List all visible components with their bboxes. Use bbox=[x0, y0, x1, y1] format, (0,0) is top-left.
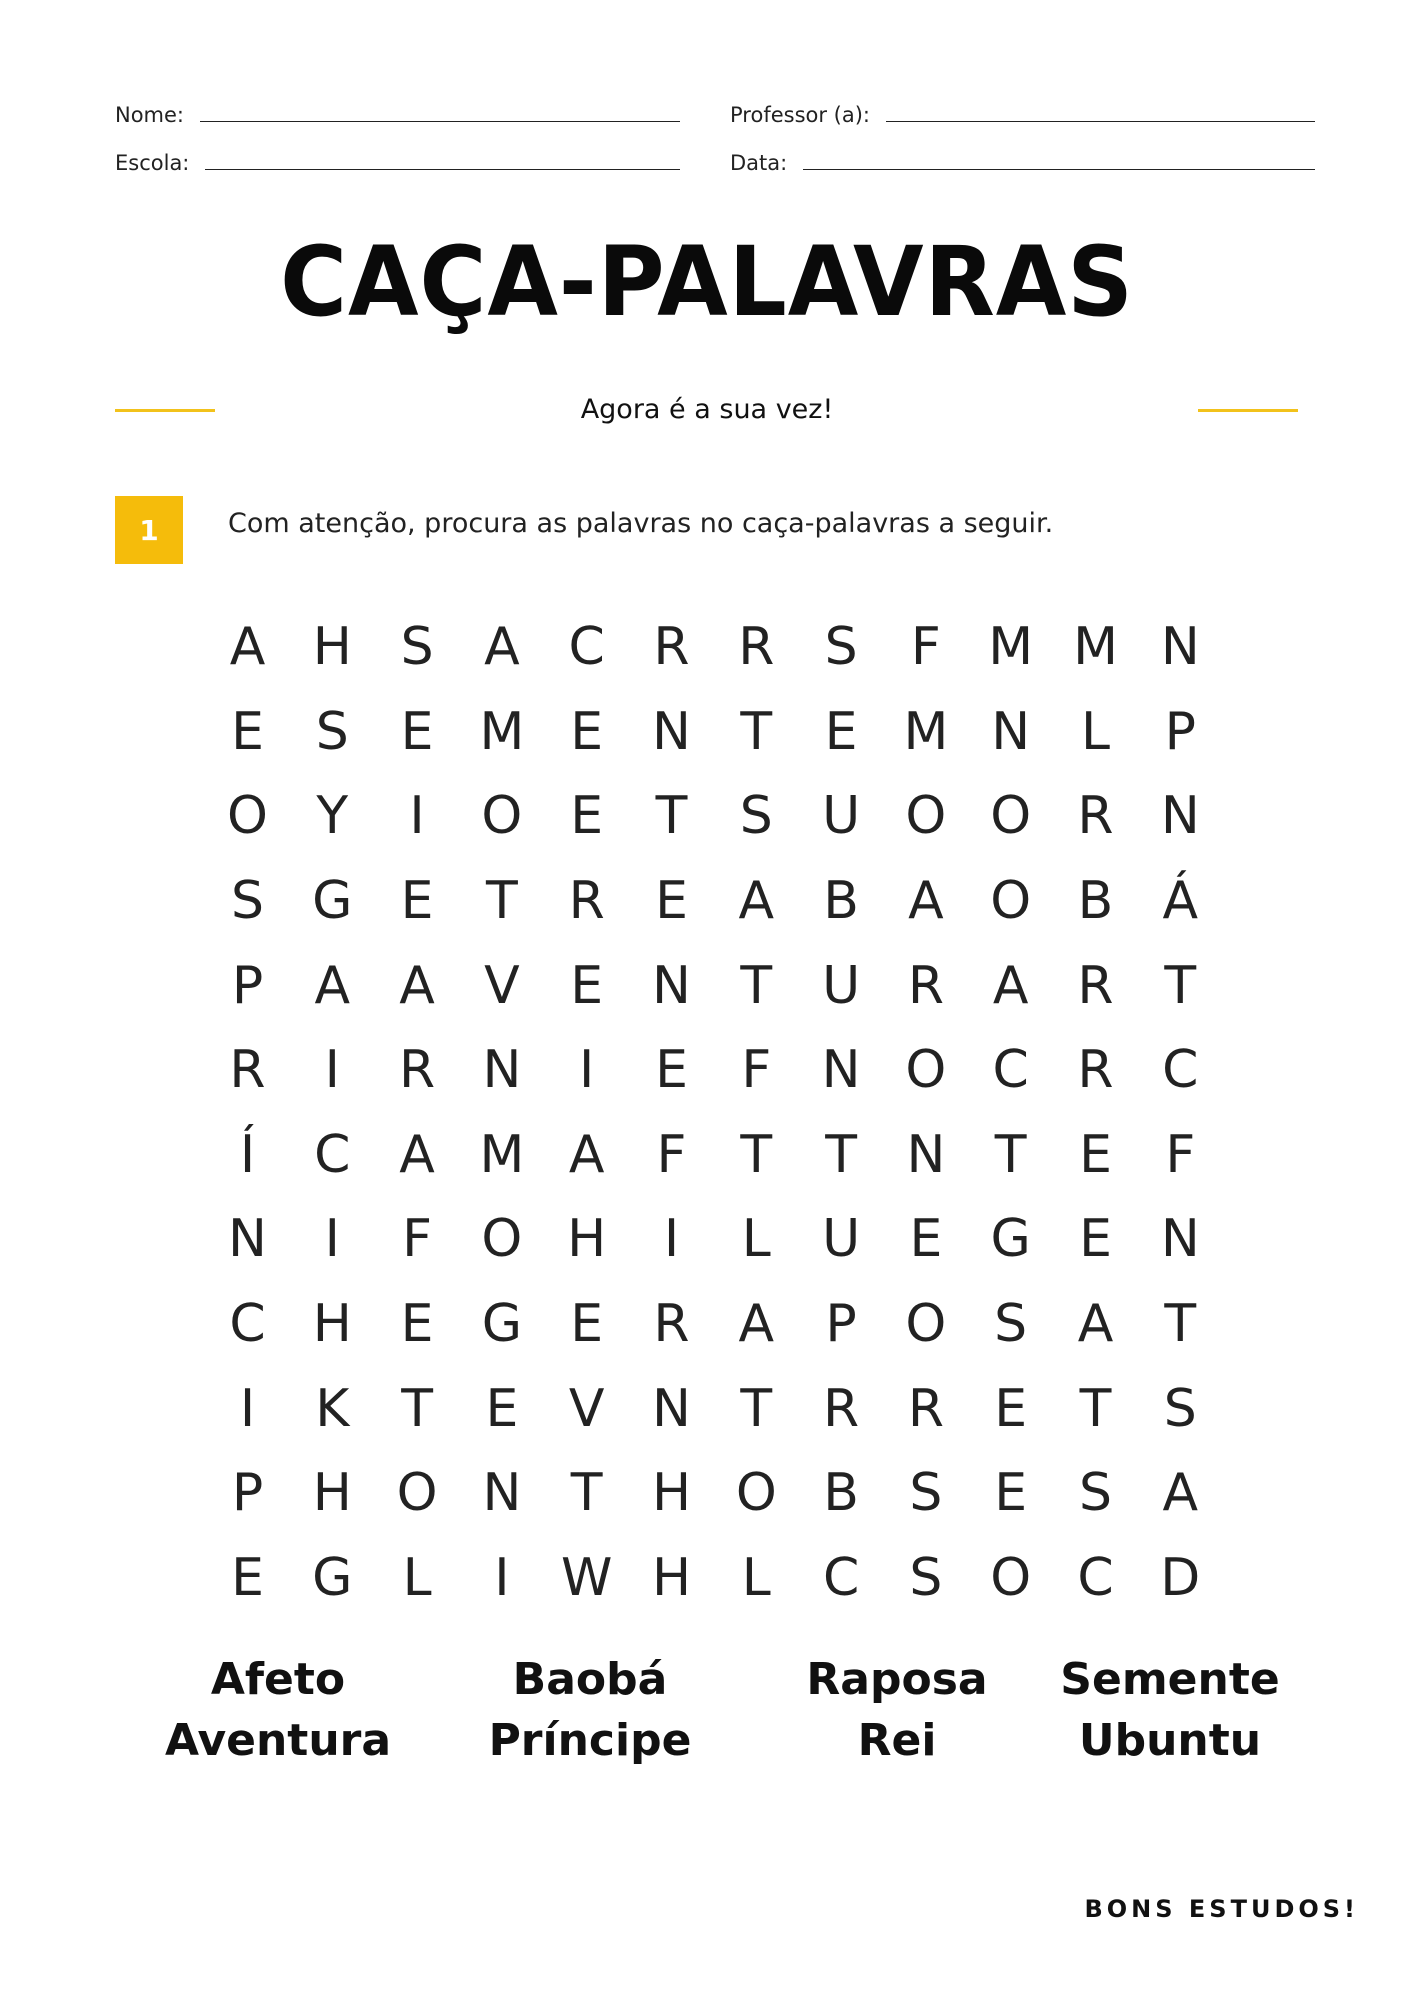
grid-letter[interactable]: M bbox=[988, 617, 1034, 678]
grid-letter[interactable]: D bbox=[1160, 1547, 1201, 1608]
grid-letter[interactable]: C bbox=[1077, 1547, 1114, 1608]
grid-letter[interactable]: P bbox=[231, 1463, 264, 1524]
grid-letter[interactable]: T bbox=[994, 1124, 1027, 1185]
grid-letter[interactable]: U bbox=[822, 786, 861, 847]
grid-letter[interactable]: S bbox=[400, 617, 434, 678]
grid-letter[interactable]: A bbox=[738, 1294, 775, 1355]
grid-letter[interactable]: Í bbox=[239, 1124, 256, 1185]
grid-letter[interactable]: H bbox=[312, 1463, 352, 1524]
grid-letter[interactable]: O bbox=[481, 1209, 523, 1270]
grid-letter[interactable]: A bbox=[229, 617, 266, 678]
teacher-label: Professor (a): bbox=[730, 103, 870, 127]
grid-letter[interactable]: A bbox=[1162, 1463, 1199, 1524]
page-subtitle: Agora é a sua vez! bbox=[580, 394, 834, 425]
grid-letter[interactable]: E bbox=[1079, 1209, 1112, 1270]
grid-letter[interactable]: E bbox=[570, 1294, 604, 1355]
grid-letter[interactable]: O bbox=[905, 1294, 947, 1355]
grid-letter[interactable]: O bbox=[990, 1547, 1032, 1608]
grid-letter[interactable]: F bbox=[402, 1209, 433, 1270]
grid-letter[interactable]: R bbox=[653, 617, 690, 678]
grid-letter[interactable]: A bbox=[399, 1124, 435, 1185]
grid-letter[interactable]: A bbox=[484, 617, 520, 678]
grid-letter[interactable]: R bbox=[568, 871, 605, 932]
teacher-field[interactable] bbox=[730, 88, 1315, 128]
grid-letter[interactable]: R bbox=[399, 1040, 436, 1101]
grid-letter[interactable]: O bbox=[990, 871, 1032, 932]
grid-letter[interactable]: N bbox=[1160, 617, 1200, 678]
grid-letter[interactable]: C bbox=[822, 1547, 860, 1608]
word-list-item: Aventura bbox=[164, 1715, 392, 1766]
grid-letter[interactable]: F bbox=[1165, 1124, 1196, 1185]
grid-letter[interactable]: H bbox=[651, 1547, 692, 1608]
grid-letter[interactable]: L bbox=[741, 1547, 771, 1608]
grid-letter[interactable]: T bbox=[740, 955, 773, 1016]
grid-letter[interactable]: R bbox=[1077, 786, 1114, 847]
grid-letter[interactable]: S bbox=[909, 1547, 943, 1608]
grid-letter[interactable]: H bbox=[312, 617, 352, 678]
grid-letter[interactable]: T bbox=[1079, 1378, 1112, 1439]
grid-letter[interactable]: A bbox=[399, 955, 435, 1016]
grid-letter[interactable]: V bbox=[484, 955, 520, 1016]
grid-letter[interactable]: R bbox=[653, 1294, 690, 1355]
grid-letter[interactable]: E bbox=[655, 1040, 688, 1101]
grid-letter[interactable]: O bbox=[905, 1040, 947, 1101]
grid-letter[interactable]: S bbox=[1163, 1378, 1197, 1439]
grid-letter[interactable]: T bbox=[740, 1378, 773, 1439]
grid-letter[interactable]: P bbox=[231, 955, 264, 1016]
grid-letter[interactable]: S bbox=[739, 786, 773, 847]
grid-letter[interactable]: A bbox=[568, 1124, 605, 1185]
school-field[interactable] bbox=[115, 136, 680, 176]
grid-letter[interactable]: I bbox=[663, 1209, 680, 1270]
grid-letter[interactable]: H bbox=[651, 1463, 692, 1524]
grid-letter[interactable]: N bbox=[991, 701, 1031, 762]
grid-letter[interactable]: F bbox=[910, 617, 941, 678]
grid-letter[interactable]: T bbox=[740, 1124, 773, 1185]
grid-letter[interactable]: N bbox=[482, 1463, 522, 1524]
accent-line-right bbox=[1198, 409, 1298, 412]
grid-letter[interactable]: E bbox=[1079, 1124, 1112, 1185]
grid-letter[interactable]: C bbox=[314, 1124, 351, 1185]
grid-letter[interactable]: T bbox=[401, 1378, 433, 1439]
date-label: Data: bbox=[730, 151, 788, 175]
grid-letter[interactable]: R bbox=[1077, 955, 1114, 1016]
grid-letter[interactable]: L bbox=[402, 1547, 432, 1608]
grid-letter[interactable]: A bbox=[738, 871, 775, 932]
grid-letter[interactable]: M bbox=[1073, 617, 1118, 678]
grid-letter[interactable]: T bbox=[1164, 1294, 1197, 1355]
grid-letter[interactable]: H bbox=[312, 1294, 352, 1355]
date-line[interactable] bbox=[803, 168, 1315, 170]
page-title: CAÇA-PALAVRAS bbox=[280, 226, 1134, 338]
grid-letter[interactable]: V bbox=[568, 1378, 605, 1439]
grid-letter[interactable]: S bbox=[315, 701, 349, 762]
grid-letter[interactable]: E bbox=[994, 1463, 1028, 1524]
grid-letter[interactable]: C bbox=[568, 617, 605, 678]
grid-letter[interactable]: S bbox=[230, 871, 264, 932]
grid-letter[interactable]: U bbox=[822, 1209, 861, 1270]
grid-letter[interactable]: R bbox=[907, 955, 944, 1016]
grid-letter[interactable]: Á bbox=[1162, 871, 1199, 932]
grid-letter[interactable]: T bbox=[486, 871, 518, 932]
teacher-line[interactable] bbox=[886, 120, 1315, 122]
grid-letter[interactable]: A bbox=[1077, 1294, 1114, 1355]
grid-letter[interactable]: N bbox=[821, 1040, 861, 1101]
grid-letter[interactable]: B bbox=[823, 1463, 859, 1524]
word-list-item: Baobá bbox=[512, 1654, 668, 1705]
grid-letter[interactable]: K bbox=[315, 1378, 350, 1439]
exercise-number-badge: 1 bbox=[115, 496, 183, 564]
grid-letter[interactable]: E bbox=[994, 1378, 1028, 1439]
grid-letter[interactable]: P bbox=[1164, 701, 1196, 762]
grid-letter[interactable]: G bbox=[481, 1294, 523, 1355]
word-search-grid[interactable] bbox=[205, 605, 1225, 1621]
grid-letter[interactable]: E bbox=[400, 1294, 434, 1355]
grid-letter[interactable]: E bbox=[824, 701, 858, 762]
grid-letter[interactable]: G bbox=[990, 1209, 1031, 1270]
grid-letter[interactable]: F bbox=[741, 1040, 772, 1101]
word-list-item: Afeto bbox=[210, 1654, 346, 1705]
grid-letter[interactable]: M bbox=[903, 701, 949, 762]
grid-letter[interactable]: E bbox=[231, 701, 264, 762]
grid-letter[interactable]: S bbox=[909, 1463, 943, 1524]
school-line[interactable] bbox=[205, 168, 680, 170]
grid-letter[interactable]: I bbox=[494, 1547, 510, 1608]
grid-letter[interactable]: E bbox=[400, 701, 434, 762]
grid-letter[interactable]: N bbox=[652, 701, 691, 762]
school-label: Escola: bbox=[115, 151, 190, 175]
grid-letter[interactable]: N bbox=[1160, 786, 1200, 847]
grid-letter[interactable]: R bbox=[738, 617, 775, 678]
grid-letter[interactable]: N bbox=[906, 1124, 946, 1185]
grid-letter[interactable]: E bbox=[400, 871, 434, 932]
word-list-item: Príncipe bbox=[488, 1715, 692, 1766]
grid-letter[interactable]: R bbox=[1077, 1040, 1114, 1101]
grid-letter[interactable]: E bbox=[570, 701, 604, 762]
grid-letter[interactable]: B bbox=[1077, 871, 1114, 932]
grid-letter[interactable]: I bbox=[324, 1040, 340, 1101]
grid-letter[interactable]: R bbox=[907, 1378, 944, 1439]
grid-letter[interactable]: M bbox=[479, 1124, 525, 1185]
grid-letter[interactable]: Y bbox=[316, 786, 349, 847]
grid-letter[interactable]: A bbox=[992, 955, 1029, 1016]
date-field[interactable] bbox=[730, 136, 1315, 176]
grid-letter[interactable]: O bbox=[905, 786, 947, 847]
grid-letter[interactable]: O bbox=[481, 786, 523, 847]
word-list-item: Semente bbox=[1060, 1654, 1280, 1705]
grid-letter[interactable]: O bbox=[227, 786, 268, 847]
grid-letter[interactable]: O bbox=[735, 1463, 777, 1524]
grid-letter[interactable]: H bbox=[567, 1209, 607, 1270]
grid-letter[interactable]: L bbox=[741, 1209, 771, 1270]
grid-letter[interactable]: G bbox=[312, 1547, 353, 1608]
grid-letter[interactable]: C bbox=[229, 1294, 266, 1355]
grid-letter[interactable]: T bbox=[570, 1463, 603, 1524]
grid-letter[interactable]: R bbox=[229, 1040, 266, 1101]
grid-letter[interactable]: A bbox=[314, 955, 351, 1016]
grid-letter[interactable]: E bbox=[570, 786, 604, 847]
grid-letter[interactable]: I bbox=[324, 1209, 340, 1270]
name-field[interactable] bbox=[115, 88, 680, 128]
name-line[interactable] bbox=[200, 120, 680, 122]
grid-letter[interactable]: S bbox=[994, 1294, 1028, 1355]
name-label: Nome: bbox=[115, 103, 185, 127]
grid-letter[interactable]: R bbox=[823, 1378, 860, 1439]
grid-letter[interactable]: O bbox=[990, 786, 1032, 847]
grid-letter[interactable]: E bbox=[570, 955, 604, 1016]
grid-letter[interactable]: I bbox=[579, 1040, 595, 1101]
grid-letter[interactable]: T bbox=[740, 701, 773, 762]
grid-letter[interactable]: S bbox=[1078, 1463, 1112, 1524]
grid-letter[interactable]: U bbox=[822, 955, 861, 1016]
grid-letter[interactable]: N bbox=[1160, 1209, 1200, 1270]
grid-letter[interactable]: B bbox=[823, 871, 859, 932]
grid-letter[interactable]: N bbox=[652, 955, 691, 1016]
grid-letter[interactable]: E bbox=[485, 1378, 519, 1439]
word-list-item: Rei bbox=[857, 1715, 937, 1766]
grid-letter[interactable]: E bbox=[655, 871, 688, 932]
grid-letter[interactable]: C bbox=[992, 1040, 1029, 1101]
grid-letter[interactable]: F bbox=[656, 1124, 687, 1185]
exercise-instruction: Com atenção, procura as palavras no caça-palavras a seguir. bbox=[228, 508, 1054, 539]
footer-sign-off: BONS ESTUDOS! bbox=[1084, 1895, 1359, 1923]
grid-letter[interactable]: T bbox=[1164, 955, 1197, 1016]
grid-letter[interactable]: C bbox=[1162, 1040, 1199, 1101]
grid-letter[interactable]: W bbox=[560, 1547, 613, 1608]
grid-letter[interactable]: I bbox=[239, 1378, 256, 1439]
grid-letter[interactable]: T bbox=[825, 1124, 857, 1185]
grid-letter[interactable]: O bbox=[396, 1463, 438, 1524]
grid-letter[interactable]: N bbox=[482, 1040, 522, 1101]
grid-letter[interactable]: E bbox=[231, 1547, 264, 1608]
grid-letter[interactable]: I bbox=[409, 786, 425, 847]
grid-letter[interactable]: G bbox=[312, 871, 353, 932]
word-list-item: Ubuntu bbox=[1078, 1715, 1262, 1766]
grid-letter[interactable]: T bbox=[655, 786, 688, 847]
grid-letter[interactable]: M bbox=[479, 701, 525, 762]
grid-letter[interactable]: L bbox=[1081, 701, 1110, 762]
grid-letter[interactable]: A bbox=[908, 871, 944, 932]
grid-letter[interactable]: N bbox=[228, 1209, 267, 1270]
grid-letter[interactable]: N bbox=[652, 1378, 691, 1439]
grid-letter[interactable]: E bbox=[909, 1209, 943, 1270]
grid-letter[interactable]: P bbox=[825, 1294, 857, 1355]
grid-letter[interactable]: S bbox=[824, 617, 858, 678]
word-list-item: Raposa bbox=[806, 1654, 988, 1705]
